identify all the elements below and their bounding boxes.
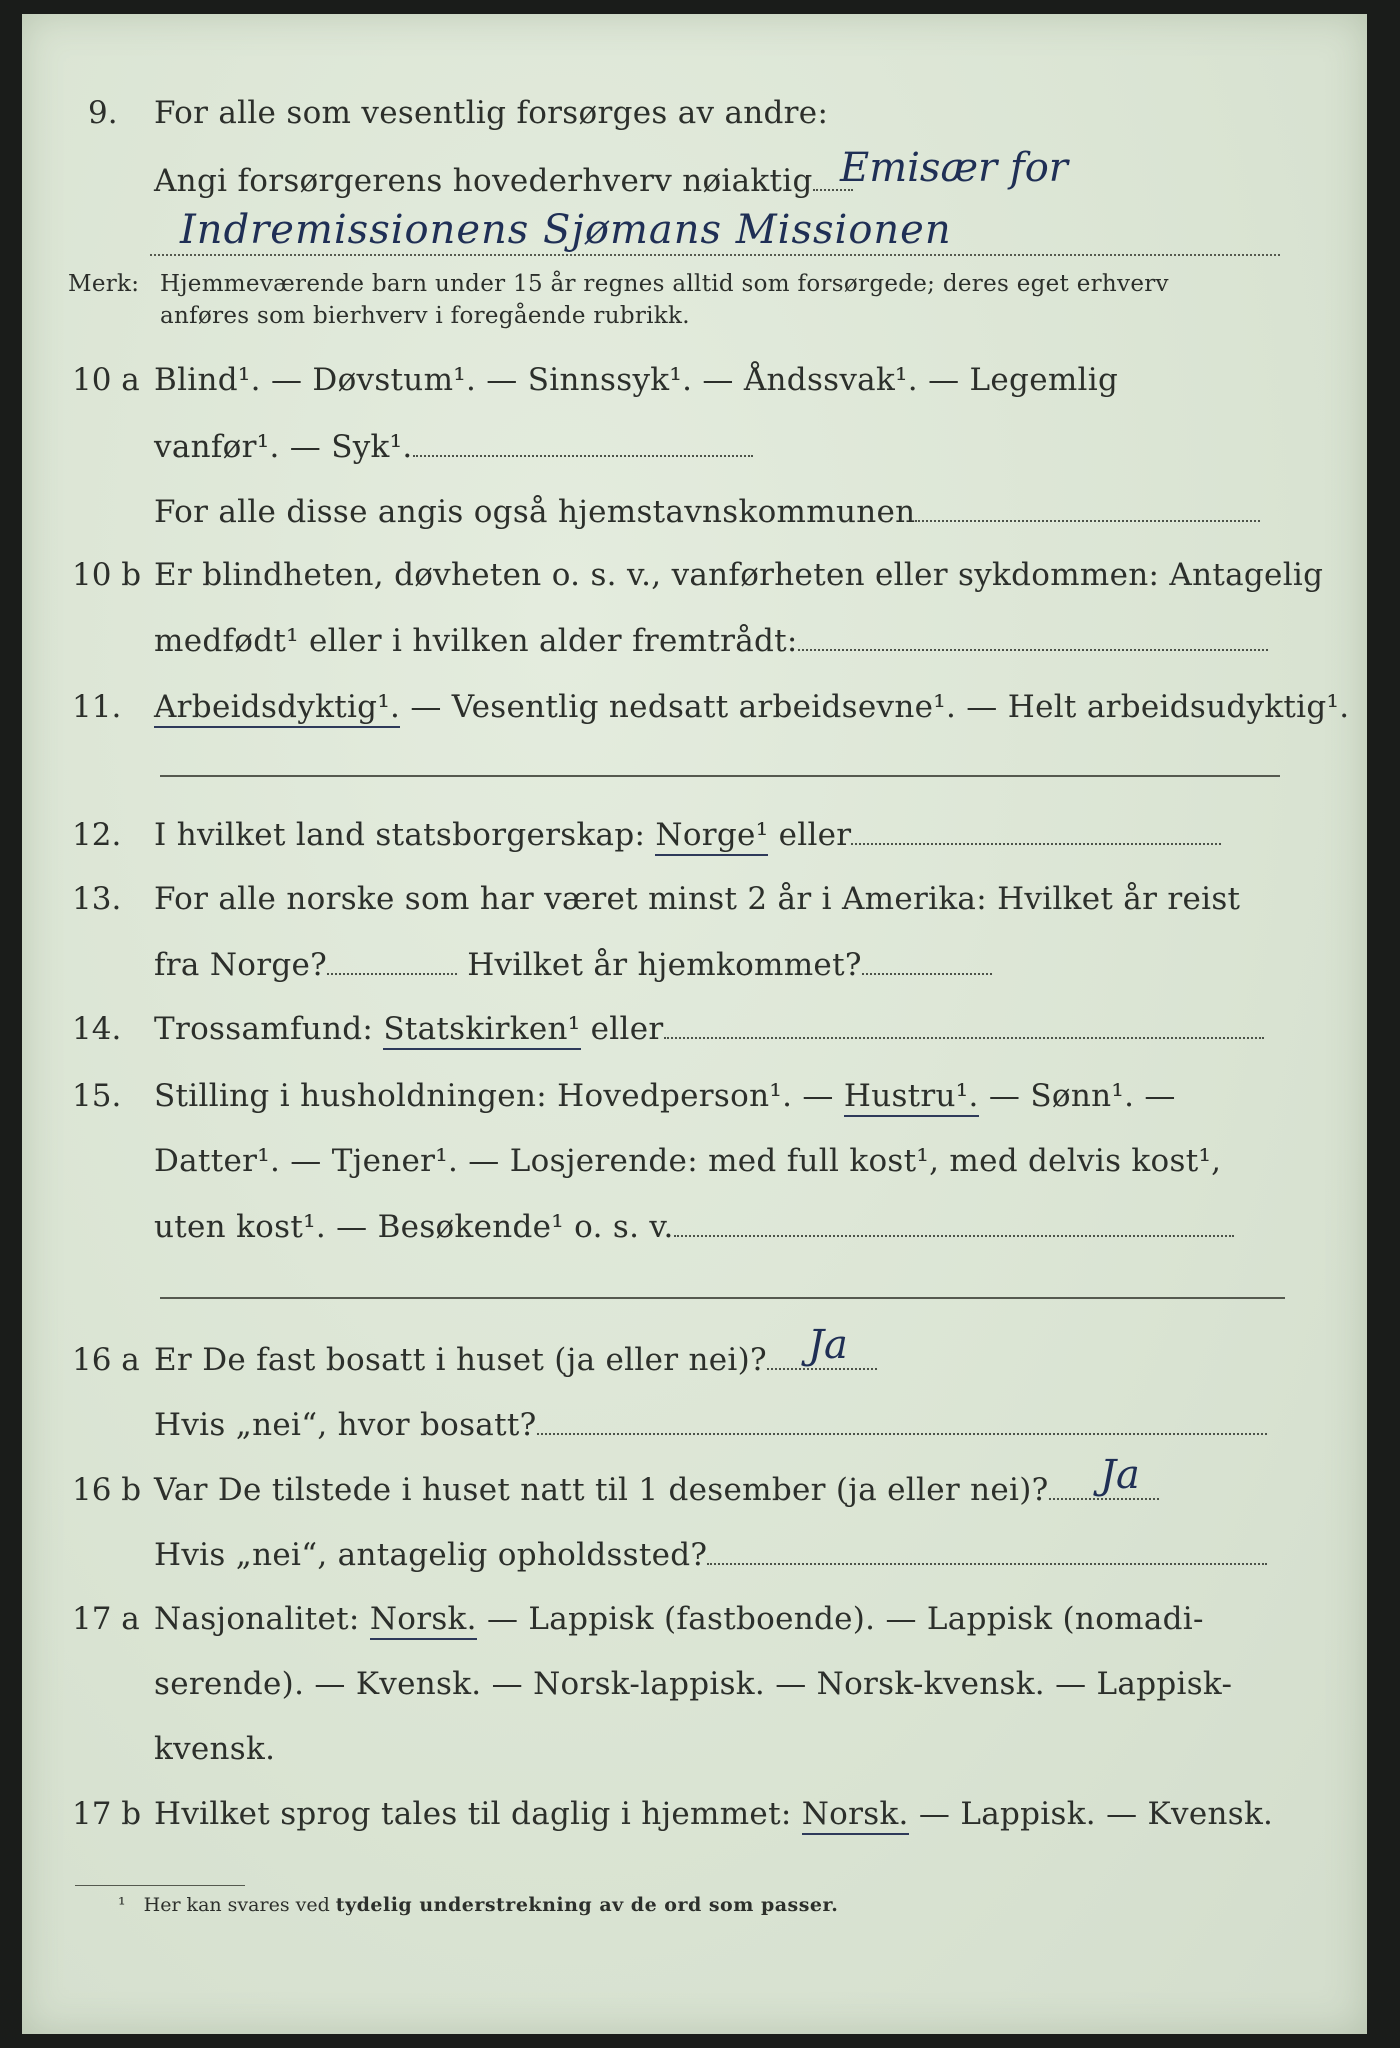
q17a-number: 17 a (72, 1601, 140, 1637)
q17b-selected-option: Norsk. (802, 1796, 909, 1835)
q13-line1: For alle norske som har været minst 2 år i Amerika: Hvilket år reist (154, 881, 1241, 917)
q17a-line3: kvensk. (154, 1731, 276, 1767)
q12-line: I hvilket land statsborgerskap: Norge¹ eller (154, 820, 1221, 851)
q14-line: Trossamfund: Statskirken¹ eller (154, 1014, 1264, 1045)
merk-label: Merk: (68, 271, 140, 297)
footnote-rule (75, 1885, 245, 1886)
q10a-number: 10 a (72, 362, 140, 398)
q10a-line3: For alle disse angis også hjemstavnskommunen (154, 497, 1260, 528)
q16b-line2: Hvis „nei“, antagelig opholdssted? (154, 1540, 1267, 1571)
q16a-line2: Hvis „nei“, hvor bosatt? (154, 1410, 1267, 1441)
q13-line2: fra Norge? Hvilket år hjemkommet? (154, 950, 992, 981)
footnote: ¹ Her kan svares ved tydelig understrekning av de ord som passer. (118, 1894, 839, 1916)
q9-number: 9. (88, 95, 118, 131)
q17a-line1: Nasjonalitet: Norsk. — Lappisk (fastboende). — Lappisk (nomadi- (154, 1604, 1204, 1635)
q17a-line2: serende). — Kvensk. — Norsk-lappisk. — Norsk-kvensk. — Lappisk- (154, 1666, 1233, 1702)
q16b-answer: Ja (1100, 1452, 1140, 1498)
q9-answer-line1: Emisær for (840, 145, 1068, 191)
q10a-line1: Blind¹. — Døvstum¹. — Sinnssyk¹. — Åndssvak¹. — Legemlig (154, 362, 1119, 398)
q10a-line2: vanfør¹. — Syk¹. (154, 432, 753, 463)
q11-line: Arbeidsdyktig¹. — Vesentlig nedsatt arbeidsevne¹. — Helt arbeidsudyktig¹. (154, 692, 1349, 723)
q15-rule (160, 1297, 1285, 1299)
q10b-number: 10 b (72, 557, 142, 593)
q16a-answer: Ja (808, 1322, 848, 1368)
merk-line2: anføres som bierhverv i foregående rubrikk. (160, 303, 690, 329)
q15-line2: Datter¹. — Tjener¹. — Losjerende: med full kost¹, med delvis kost¹, (154, 1143, 1222, 1179)
q10b-line1: Er blindheten, døvheten o. s. v., vanførheten eller sykdommen: Antagelig (154, 557, 1324, 593)
q17b-line: Hvilket sprog tales til daglig i hjemmet: Norsk. — Lappisk. — Kvensk. (154, 1799, 1273, 1830)
q12-number: 12. (72, 817, 122, 853)
q13-number: 13. (72, 881, 122, 917)
q17a-selected-option: Norsk. (370, 1601, 477, 1640)
q14-selected-option: Statskirken¹ (383, 1011, 580, 1050)
q15-line3: uten kost¹. — Besøkende¹ o. s. v. (154, 1212, 1234, 1243)
q15-number: 15. (72, 1078, 122, 1114)
q17b-number: 17 b (72, 1796, 142, 1832)
q16b-line1: Var De tilstede i huset natt til 1 desember (ja eller nei)? (154, 1475, 1159, 1506)
merk-line1: Hjemmeværende barn under 15 år regnes alltid som forsørgede; deres eget erhverv (160, 271, 1169, 297)
q11-rule (160, 775, 1280, 777)
q9-line1: For alle som vesentlig forsørges av andre: (154, 95, 829, 131)
q15-line1: Stilling i husholdningen: Hovedperson¹. — Hustru¹. — Sønn¹. — (154, 1081, 1176, 1112)
q16a-number: 16 a (72, 1342, 140, 1378)
q14-number: 14. (72, 1011, 122, 1047)
q9-answer-rule (150, 254, 1280, 256)
q9-line2: Angi forsørgerens hovederhverv nøiaktig (154, 166, 853, 197)
q12-selected-option: Norge¹ (655, 817, 768, 856)
q16b-number: 16 b (72, 1472, 142, 1508)
q11-selected-option: Arbeidsdyktig¹. (154, 689, 400, 728)
q15-selected-option: Hustru¹. (844, 1078, 979, 1117)
q11-number: 11. (72, 689, 122, 725)
q16a-line1: Er De fast bosatt i huset (ja eller nei)? (154, 1345, 877, 1376)
q9-answer-line2: Indremissionens Sjømans Missionen (180, 207, 952, 253)
q10b-line2: medfødt¹ eller i hvilken alder fremtrådt: (154, 626, 1268, 657)
